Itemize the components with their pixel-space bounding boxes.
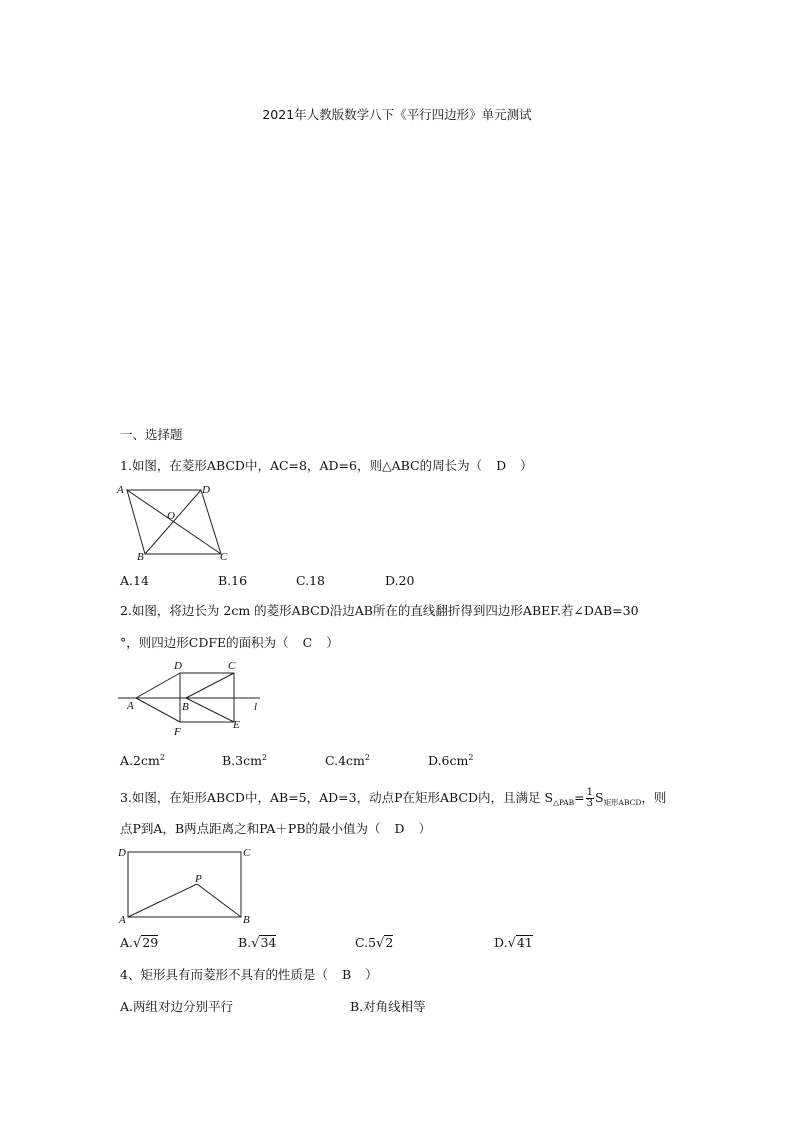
question-3-stem-line1: 3.如图，在矩形ABCD中，AB=5，AD=3，动点P在矩形ABCD内，且满足 $S_{\triangle PAB}=$ $\frac{1}{3}$ $S_{矩形ABCD}$，则: [120, 787, 667, 809]
label-c: C: [228, 660, 236, 672]
question-1-option-b: B.16: [218, 573, 248, 588]
label-a: A: [117, 484, 124, 496]
question-1-option-d: D.20: [385, 573, 415, 588]
question-1-stem: [120, 458, 533, 474]
page-title: 2021年人教版数学八下《平行四边形》单元测试: [262, 107, 532, 122]
label-b: B: [243, 914, 250, 926]
question-4-option-b: B.对角线相等: [350, 999, 426, 1014]
label-c: C: [243, 847, 251, 859]
question-2-option-b: $B.3cm^2$: [222, 753, 268, 768]
label-a: A: [119, 914, 126, 926]
segment-af: [136, 698, 180, 722]
question-4-stem: 4、矩形具有而菱形不具有的性质是（ B ）: [120, 967, 378, 982]
question-2-answer: C: [302, 635, 313, 650]
question-2-stem-line2: [120, 635, 339, 651]
question-1-answer: D: [496, 458, 507, 473]
label-p: P: [195, 873, 202, 885]
label-d: D: [118, 847, 126, 859]
question-1-option-a: A.14: [120, 573, 149, 588]
label-d: D: [202, 484, 210, 496]
question-1-option-c: C.18: [296, 573, 325, 588]
label-l: l: [254, 701, 258, 713]
question-3-stem-line2: 点P到A，B两点距离之和PA＋PB的最小值为（ D ）: [120, 821, 432, 836]
label-a: A: [127, 700, 134, 712]
question-2-option-c: $C.4cm^2$: [325, 753, 370, 768]
question-2-figure: [114, 658, 274, 742]
question-1-figure: [114, 480, 234, 564]
diagonal-ac: [127, 490, 221, 554]
segment-be: [186, 698, 234, 722]
diagonal-bd: [145, 490, 201, 554]
question-3-answer: D: [394, 821, 405, 836]
segment-pa: [128, 884, 197, 917]
question-2-close: ）: [326, 635, 339, 650]
question-4-answer: B: [341, 967, 352, 982]
fraction-one-third: $\frac{1}{3}$: [586, 787, 593, 809]
label-b: B: [182, 701, 189, 713]
question-2-stem-line1: 2.如图，将边长为 2cm 的菱形ABCD沿边AB所在的直线翻折得到四边形ABEF.若∠DAB=30: [120, 603, 639, 618]
question-3-option-b: B.√34: [238, 935, 277, 951]
question-2-option-d: $D.6cm^2$: [428, 753, 474, 768]
label-o: O: [167, 510, 175, 522]
question-1-text: 1.如图，在菱形ABCD中，AC=8，AD=6，则△ABC的周长为（: [120, 458, 483, 473]
section-heading: 一、选择题: [120, 427, 183, 442]
label-b: B: [137, 551, 144, 563]
question-3-option-d: D.√41: [494, 935, 533, 951]
rectangle-abcd: [128, 852, 241, 917]
question-3-figure: [114, 843, 264, 929]
question-3-option-a: A.√29: [120, 935, 159, 951]
question-2-option-a: $A.2cm^2$: [120, 753, 165, 768]
question-4-option-a: A.两组对边分别平行: [120, 999, 234, 1014]
segment-pb: [197, 884, 241, 917]
segment-ad: [136, 673, 180, 698]
question-2-text: °，则四边形CDFE的面积为（: [120, 635, 289, 650]
segment-bc: [186, 673, 234, 698]
label-d: D: [174, 660, 182, 672]
label-c: C: [220, 551, 228, 563]
question-1-close: ）: [520, 458, 533, 473]
label-e: E: [233, 719, 240, 731]
question-3-option-c: C.5√2: [355, 935, 394, 951]
label-f: F: [174, 726, 181, 738]
